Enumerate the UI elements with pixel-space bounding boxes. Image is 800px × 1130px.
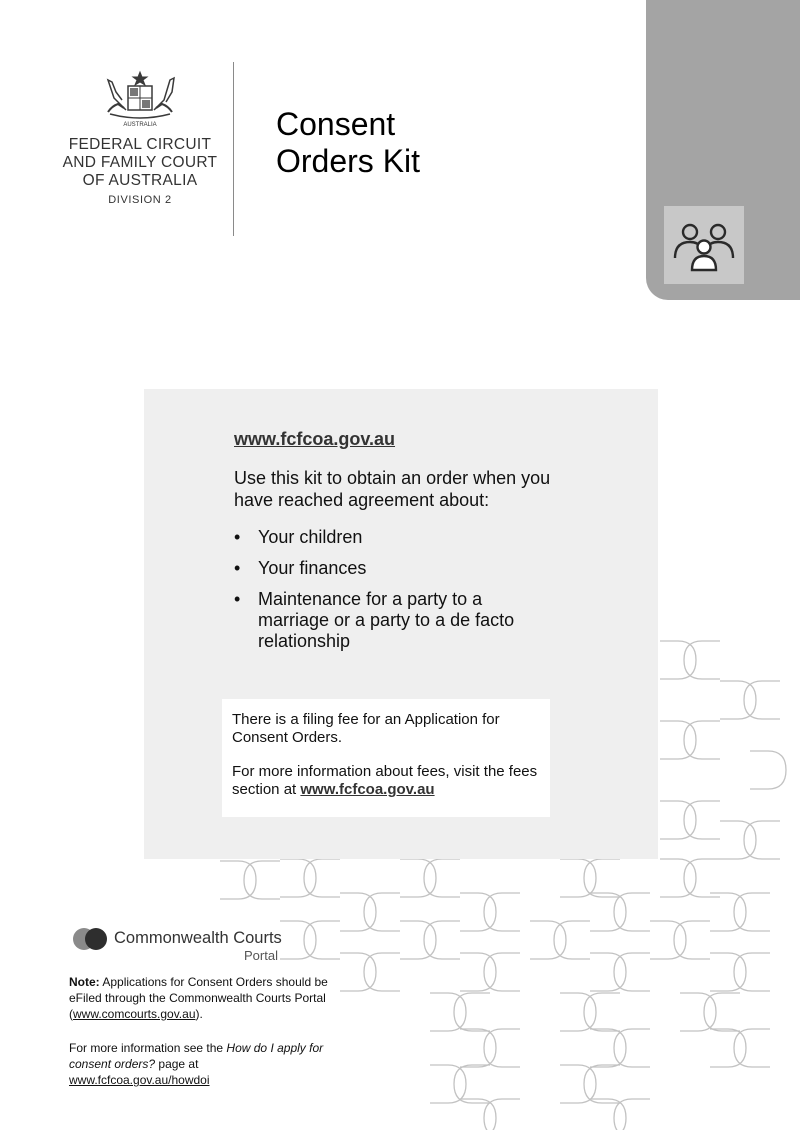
portal-name: Commonwealth Courts	[114, 929, 282, 947]
info-panel	[144, 389, 658, 859]
coat-of-arms-icon	[100, 70, 180, 130]
title-line2: Orders Kit	[276, 143, 421, 179]
website-link[interactable]: www.fcfcoa.gov.au	[234, 429, 396, 449]
more-mid: page at	[158, 1057, 199, 1071]
court-name-line3: OF AUSTRALIA	[82, 172, 198, 189]
agreement-list	[234, 527, 554, 662]
crest-label: AUSTRALIA	[123, 122, 157, 128]
comcourts-link[interactable]: www.comcourts.gov.au	[73, 1007, 196, 1021]
fee-more-text: For more information about fees, visit the fees section at	[232, 763, 538, 798]
note-block	[69, 974, 339, 1106]
portal-circles-icon	[70, 922, 114, 958]
court-logo	[60, 70, 220, 206]
section-tab	[646, 0, 800, 300]
note-link-open: (	[69, 1007, 73, 1021]
list-item-finances: • Your finances	[234, 558, 554, 579]
page-title	[276, 106, 576, 180]
intro-text: Use this kit to obtain an order when you have reached agreement about:	[234, 468, 551, 510]
fee-more-para	[232, 763, 540, 799]
more-italic: How do I apply for consent orders?	[69, 1041, 324, 1071]
court-name	[60, 136, 220, 190]
fee-link[interactable]: www.fcfcoa.gov.au	[300, 781, 435, 798]
title-line1: Consent	[276, 106, 396, 142]
howdoi-link[interactable]: www.fcfcoa.gov.au/howdoi	[69, 1073, 210, 1087]
note-para	[69, 974, 339, 1022]
list-item-maintenance: • Maintenance for a party to a marriage or a party to a de facto relationship	[234, 589, 554, 652]
note-label: Note:	[69, 975, 100, 989]
note-text: Applications for Consent Orders should be eFiled through the Commonwealth Courts Portal	[69, 975, 328, 1005]
portal-sub: Portal	[244, 948, 278, 963]
fee-notice	[222, 699, 550, 817]
court-name-line2: AND FAMILY COURT	[62, 154, 218, 171]
division-label: DIVISION 2	[108, 194, 172, 206]
fee-text: There is a filing fee for an Application for Consent Orders.	[232, 711, 500, 746]
court-name-line1: FEDERAL CIRCUIT	[68, 136, 212, 153]
list-item-children: • Your children	[234, 527, 554, 548]
tab-icon-box	[664, 206, 744, 284]
note-link-close: ).	[195, 1007, 203, 1021]
more-para	[69, 1040, 339, 1088]
portal-logo	[70, 922, 330, 966]
people-icon	[672, 220, 736, 272]
more-prefix: For more information see the	[69, 1041, 224, 1055]
header-divider	[233, 62, 234, 236]
